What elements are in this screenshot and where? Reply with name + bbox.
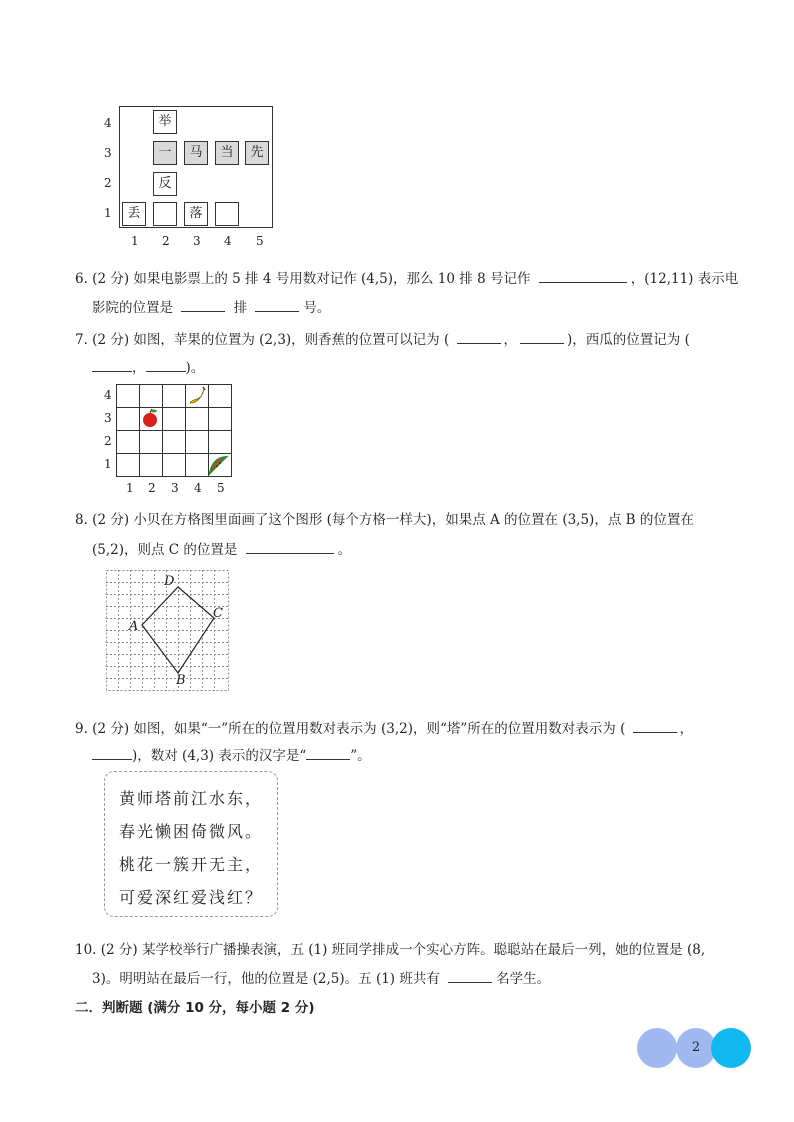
question-10 — [75, 941, 705, 959]
row-label: 3 — [104, 411, 112, 425]
answer-blank[interactable] — [255, 297, 299, 312]
row-label: 2 — [104, 176, 112, 190]
answer-blank[interactable] — [146, 357, 186, 372]
q7-text: 7. (2 分) 如图，苹果的位置为 (2,3)，则香蕉的位置可以记为 ( — [75, 332, 450, 348]
idiom-cell: 马 — [184, 141, 208, 165]
q9-text: ”。 — [350, 748, 371, 764]
q7-text: ， — [503, 332, 518, 348]
q7-text: )。 — [185, 360, 205, 376]
q9-text: )，数对 (4,3) 表示的汉字是“ — [132, 748, 307, 764]
idiom-cell: 先 — [245, 141, 269, 165]
row-label: 4 — [104, 116, 112, 130]
q6-text: ，(12,11) 表示电 — [630, 271, 739, 287]
col-label: 3 — [171, 481, 179, 495]
q10-text: 3)。明明站在最后一行，他的位置是 (2,5)。五 (1) 班共有 — [92, 971, 440, 987]
answer-blank[interactable] — [92, 745, 132, 760]
answer-blank[interactable] — [92, 357, 132, 372]
page-number: 2 — [691, 1040, 701, 1055]
poem-line: 黄师塔前江水东， — [119, 789, 264, 808]
col-label: 2 — [148, 481, 156, 495]
answer-blank[interactable] — [448, 968, 492, 983]
poem-line: 可爱深红爱浅红？ — [119, 888, 264, 907]
col-label: 4 — [194, 481, 202, 495]
col-label: 4 — [224, 234, 232, 248]
col-label: 5 — [256, 234, 264, 248]
q7-text: ， — [132, 360, 146, 376]
question-7-line2 — [92, 357, 204, 377]
q9-text: ， — [679, 721, 694, 737]
q10-text: 名学生。 — [496, 971, 551, 987]
q6-text: 号。 — [303, 300, 331, 316]
idiom-cell: 举 — [153, 110, 177, 134]
q7-text: )，西瓜的位置记为 ( — [567, 332, 690, 348]
idiom-cell — [215, 202, 239, 226]
page-circle — [637, 1028, 677, 1068]
idiom-cell: 丢 — [122, 202, 146, 226]
row-label: 2 — [104, 434, 112, 448]
answer-blank[interactable] — [520, 329, 564, 344]
idiom-cell: 一 — [153, 141, 177, 165]
point-label-c: C — [213, 606, 223, 621]
apple-icon — [143, 409, 157, 427]
kite-shape — [142, 587, 214, 673]
q9-text: 9. (2 分) 如图，如果“一”所在的位置用数对表示为 (3,2)，则“塔”所在的位置用数对表示为 ( — [75, 721, 626, 737]
q6-text: 6. (2 分) 如果电影票上的 5 排 4 号用数对记作 (4,5)，那么 10 排 8 号记作 — [75, 271, 531, 287]
question-8-line2 — [92, 539, 351, 559]
col-label: 1 — [126, 481, 134, 495]
point-label-a: A — [129, 619, 139, 634]
question-9 — [75, 718, 693, 738]
poem-box — [104, 771, 278, 917]
question-6-line2 — [92, 297, 330, 317]
q6-text: 影院的位置是 — [92, 300, 173, 316]
q8-text: (5,2)，则点 C 的位置是 — [92, 542, 238, 558]
row-label: 1 — [104, 206, 112, 220]
question-7 — [75, 329, 690, 349]
idiom-cell — [153, 202, 177, 226]
question-6 — [75, 268, 738, 288]
question-8 — [75, 511, 694, 529]
point-label-b: B — [176, 673, 186, 688]
banana-icon — [190, 387, 205, 403]
idiom-cell: 当 — [215, 141, 239, 165]
col-label: 5 — [217, 481, 225, 495]
idiom-cell: 反 — [153, 172, 177, 196]
row-label: 3 — [104, 146, 112, 160]
page-circle — [711, 1028, 751, 1068]
answer-blank[interactable] — [633, 718, 677, 733]
question-10-line2 — [92, 968, 550, 988]
row-label: 4 — [104, 388, 112, 402]
watermelon-icon — [210, 457, 226, 473]
q6-text: 排 — [233, 300, 248, 316]
poem-line: 桃花一簇开无主， — [119, 855, 264, 874]
q8-text: 。 — [337, 542, 352, 558]
answer-blank[interactable] — [181, 297, 225, 312]
answer-blank[interactable] — [306, 745, 350, 760]
idiom-cell: 落 — [184, 202, 208, 226]
col-label: 2 — [162, 234, 170, 248]
answer-blank[interactable] — [246, 539, 334, 554]
col-label: 1 — [131, 234, 139, 248]
fruit-grid — [116, 384, 234, 478]
row-label: 1 — [104, 457, 112, 471]
question-9-line2 — [92, 745, 371, 765]
point-label-d: D — [164, 574, 175, 589]
poem-line: 春光懒困倚微风。 — [119, 822, 264, 841]
answer-blank[interactable] — [539, 268, 627, 283]
q10-text: 10. (2 分) 某学校举行广播操表演，五 (1) 班同学排成一个实心方阵。聪聪站在最后一列，她的位置是 (8, — [75, 942, 706, 958]
col-label: 3 — [193, 234, 201, 248]
answer-blank[interactable] — [457, 329, 501, 344]
section-title: 二．判断题 (满分 10 分，每小题 2 分) — [75, 1000, 315, 1016]
q8-text: 8. (2 分) 小贝在方格图里面画了这个图形 (每个方格一样大)，如果点 A 的位置在 (3,5)，点 B 的位置在 — [75, 512, 694, 528]
